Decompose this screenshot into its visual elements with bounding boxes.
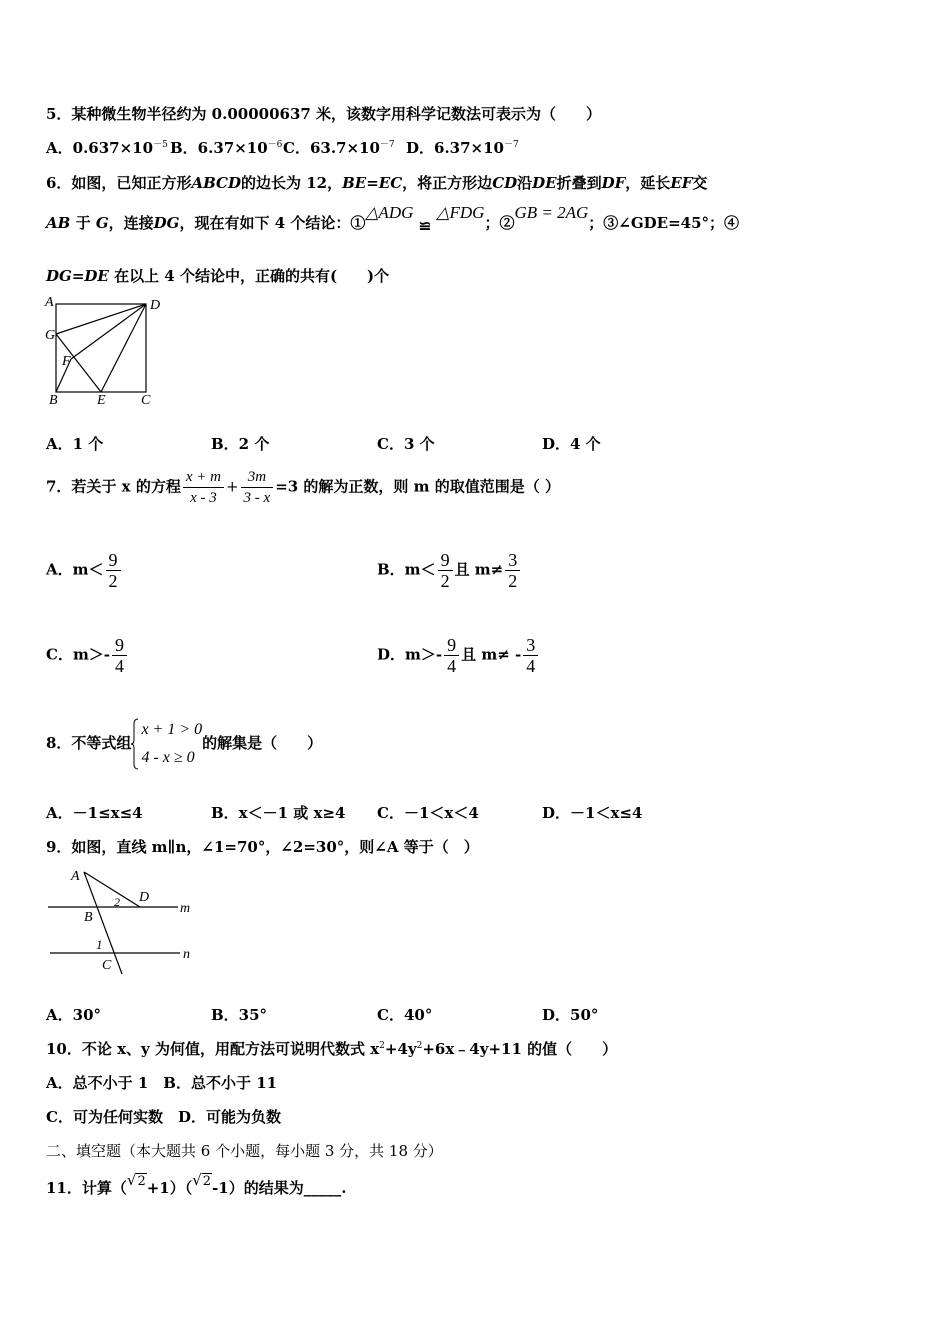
q9-option-c[interactable]: C．40° [377, 1006, 433, 1024]
q9-option-b[interactable]: B．35° [211, 1006, 268, 1024]
q9-label-c: C [102, 958, 112, 973]
q9-stem: 9．如图，直线 m∥n，∠1=70°，∠2=30°，则∠A 等于（ ） [46, 838, 479, 856]
q6-option-a[interactable]: A．1 个 [46, 435, 104, 453]
q5-option-c[interactable]: C．$63.7\times 10^{-7}$ [283, 139, 395, 157]
q5-option-a[interactable]: A．$0.637\times 10^{-5}$ [46, 139, 168, 157]
q9-option-d[interactable]: D．50° [542, 1006, 599, 1024]
q7-option-a[interactable]: A．m＜ $\frac{9}{2}$ [46, 550, 123, 591]
q6-option-c[interactable]: C．3 个 [377, 435, 435, 453]
q9-label-1: 1 [96, 937, 103, 952]
label-d: D [150, 298, 161, 313]
q6-square-figure [42, 292, 172, 412]
q5-option-b[interactable]: B．$6.37\times 10^{-6}$ [170, 139, 283, 157]
triangle-fdg: △FDG [436, 203, 485, 222]
label-g: G [45, 328, 56, 343]
q10-stem: 10．不论 x、y 为何值，用配方法可说明代数式 $x^2+4y^2+6x﹣4y+11$ 的值（ ） [46, 1040, 618, 1058]
label-c: C [141, 393, 151, 408]
q9-label-2: 2 [114, 895, 120, 909]
sqrt-icon: √2 [192, 1171, 212, 1189]
q10-options-ab[interactable]: A．总不小于 1 B．总不小于 11 [46, 1074, 278, 1092]
q9-label-a: A [71, 869, 80, 884]
q9-label-b: B [84, 910, 93, 925]
q6-line3: DG=DE 在以上 4 个结论中，正确的共有( )个 [46, 267, 390, 285]
congruent-symbol: ≌ [418, 217, 432, 235]
label-b: B [49, 393, 58, 408]
sqrt-icon: √2 [126, 1171, 146, 1189]
q6-option-d[interactable]: D．4 个 [542, 435, 601, 453]
q8-option-c[interactable]: C．－1＜x＜4 [377, 804, 479, 822]
q9-parallel-lines-figure [44, 864, 204, 979]
q6-option-b[interactable]: B．2 个 [211, 435, 270, 453]
section-2-heading: 二、填空题（本大题共 6 个小题，每小题 3 分，共 18 分） [46, 1142, 443, 1160]
fraction-x-plus-m: $\frac{x + m}{x - 3}$ [183, 467, 224, 508]
q8-option-d[interactable]: D．－1＜x≤4 [542, 804, 643, 822]
q5-stem: 5．某种微生物半径约为 0.00000637 米，该数字用科学记数法可表示为（ ） [46, 105, 602, 123]
q6-line1: 6．如图，已知正方形ABCD的边长为 12，BE=EC，将正方形边CD沿DE折叠到DF，延长EF交 [46, 174, 708, 192]
q9-label-d: D [139, 890, 150, 905]
q8-stem: 8．不等式组 x + 1 > 0 4 - x ≥ 0 的解集是（ ） [46, 716, 322, 772]
triangle-adg: △ADG [365, 203, 414, 222]
label-f: F [62, 354, 71, 369]
q6-line2: AB 于 G，连接DG，现在有如下 4 个结论：①△ADG ≌ △FDG；②GB = 2AG；③∠GDE=45°；④ [46, 203, 740, 235]
q5-option-d[interactable]: D．$6.37\times 10^{-7}$ [406, 139, 519, 157]
label-a: A [45, 295, 54, 310]
q7-option-c[interactable]: C．m＞- $\frac{9}{4}$ [46, 635, 129, 676]
left-brace-icon [131, 718, 139, 770]
q7-option-d[interactable]: D．m＞- $\frac{9}{4}$ 且 m≠ - $\frac{3}{4}$ [377, 635, 540, 676]
q9-label-m: m [180, 901, 191, 916]
q9-label-n: n [183, 947, 190, 962]
q11-stem: 11．计算（√2+1）（√2-1）的结果为_____. [46, 1171, 347, 1197]
q7-stem: 7．若关于 x 的方程 $\frac{x + m}{x - 3}$ + $\frac{3m}{3 - x}$ =3 的解为正数，则 m 的取值范围是（ ） [46, 469, 560, 506]
gb-eq-2ag: GB = 2AG [514, 203, 589, 222]
label-e: E [97, 393, 106, 408]
q10-options-cd[interactable]: C．可为任何实数 D．可能为负数 [46, 1108, 281, 1126]
inequality-system: x + 1 > 0 4 - x ≥ 0 [131, 716, 202, 772]
fraction-3m: $\frac{3m}{3 - x}$ [241, 467, 274, 508]
q8-option-b[interactable]: B．x＜－1 或 x≥4 [211, 804, 346, 822]
q9-option-a[interactable]: A．30° [46, 1006, 102, 1024]
q8-option-a[interactable]: A．－1≤x≤4 [46, 804, 143, 822]
q7-option-b[interactable]: B．m＜ $\frac{9}{2}$ 且 m≠ $\frac{3}{2}$ [377, 550, 522, 591]
